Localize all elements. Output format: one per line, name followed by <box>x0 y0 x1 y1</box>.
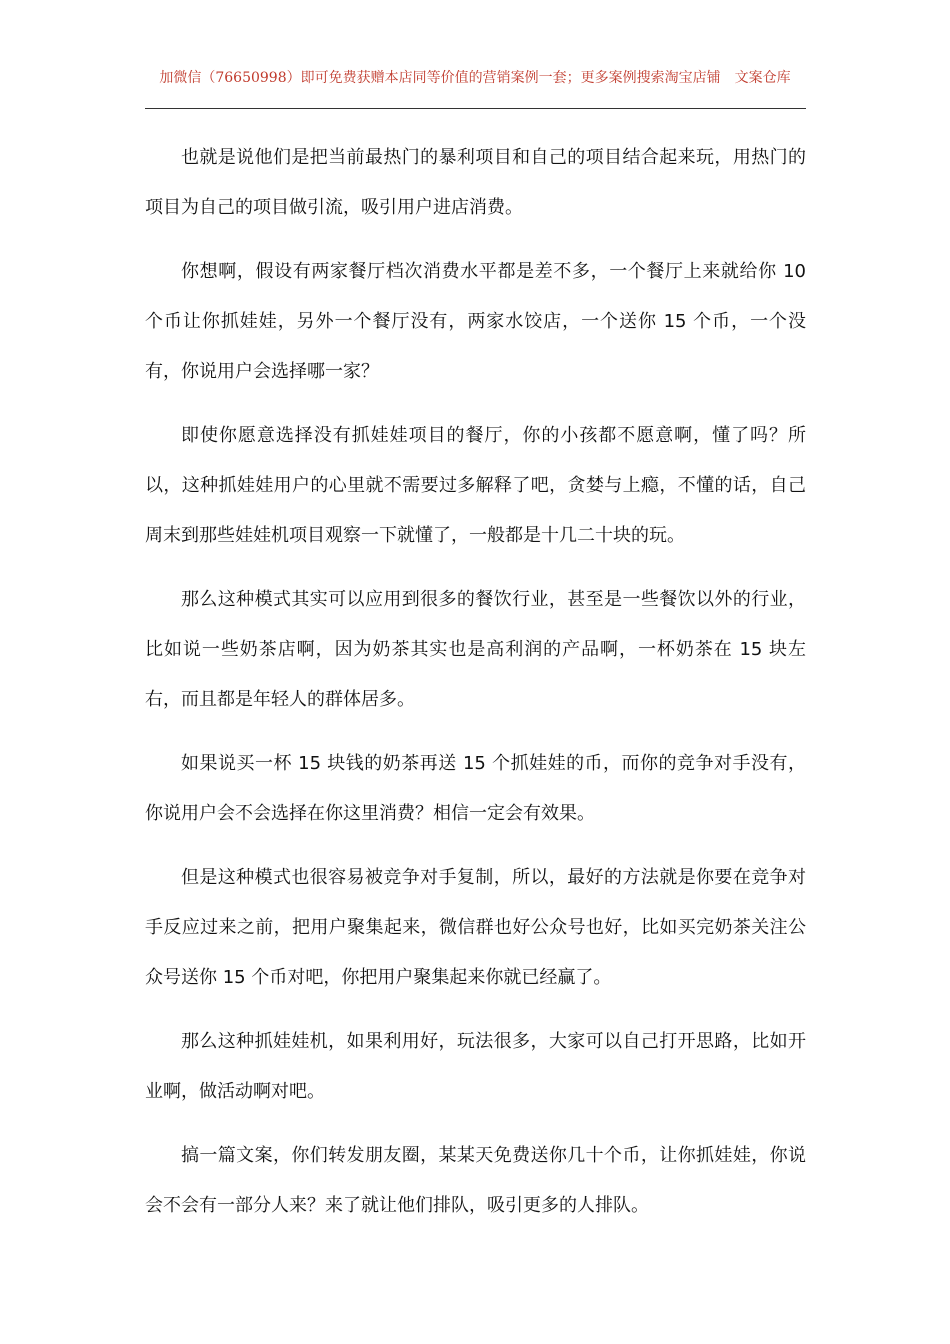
paragraph-6: 但是这种模式也很容易被竞争对手复制，所以，最好的方法就是你要在竞争对手反应过来之前，把用户聚集起来，微信群也好公众号也好，比如买完奶茶关注公众号送你 15 个币对吧，你把用户聚集起来你就已经赢了。 <box>145 867 806 988</box>
page-header <box>145 66 805 90</box>
paragraph-3: 即使你愿意选择没有抓娃娃项目的餐厅，你的小孩都不愿意啊，懂了吗？所以，这种抓娃娃用户的心里就不需要过多解释了吧，贪婪与上瘾，不懂的话，自己周末到那些娃娃机项目观察一下就懂了，一般都是十几二十块的玩。 <box>145 425 806 546</box>
paragraph-5: 如果说买一杯 15 块钱的奶茶再送 15 个抓娃娃的币，而你的竞争对手没有，你说用户会不会选择在你这里消费？相信一定会有效果。 <box>145 753 806 824</box>
paragraph-4: 那么这种模式其实可以应用到很多的餐饮行业，甚至是一些餐饮以外的行业，比如说一些奶茶店啊，因为奶茶其实也是高利润的产品啊，一杯奶茶在 15 块左右，而且都是年轻人的群体居多。 <box>145 589 806 710</box>
paragraph-8: 搞一篇文案，你们转发朋友圈，某某天免费送你几十个币，让你抓娃娃，你说会不会有一部分人来？来了就让他们排队，吸引更多的人排队。 <box>145 1145 806 1216</box>
header-shop-name: 文案仓库 <box>734 70 791 86</box>
header-promo-text: 加微信（76650998）即可免费获赠本店同等价值的营销案例一套；更多案例搜索淘宝店铺 <box>159 70 721 86</box>
header-divider <box>145 108 806 109</box>
paragraph-1: 也就是说他们是把当前最热门的暴利项目和自己的项目结合起来玩，用热门的项目为自己的项目做引流，吸引用户进店消费。 <box>145 147 806 218</box>
paragraph-7: 那么这种抓娃娃机，如果利用好，玩法很多，大家可以自己打开思路，比如开业啊，做活动啊对吧。 <box>145 1031 806 1102</box>
document-body <box>145 133 806 1245</box>
paragraph-2: 你想啊，假设有两家餐厅档次消费水平都是差不多，一个餐厅上来就给你 10 个币让你抓娃娃，另外一个餐厅没有，两家水饺店，一个送你 15 个币，一个没有，你说用户会选择哪一家？ <box>145 261 806 382</box>
